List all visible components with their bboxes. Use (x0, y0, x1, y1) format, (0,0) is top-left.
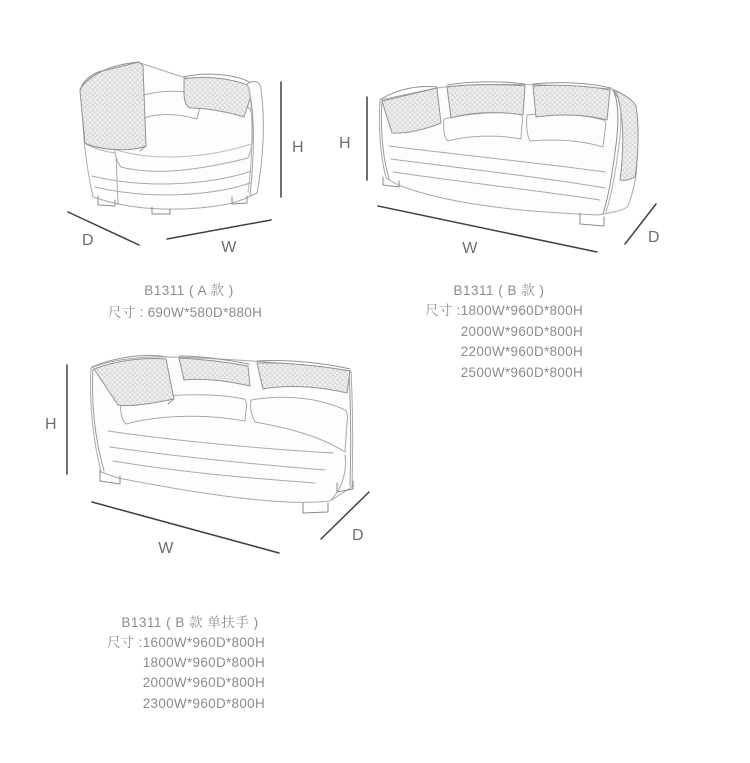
armchair-left-quilted-panel (80, 62, 146, 150)
sofa-quilted-panel-middle (447, 85, 525, 118)
sofa-width-label: W (462, 240, 478, 257)
product-b-size-value: 1800W*960D*800H (460, 303, 584, 318)
sofa-quilted-panel-left (382, 88, 441, 133)
armchair-drawing (80, 62, 263, 214)
product-b-title: B1311 ( B 款 ) (453, 283, 545, 298)
product-c-size-prefix: 尺寸 : (107, 635, 143, 650)
sofa-depth-label: D (647, 229, 661, 246)
product-a-title: B1311 ( A 款 ) (144, 283, 234, 298)
single-armrest-sofa-height-label: H (44, 416, 58, 433)
armchair-height-label: H (291, 139, 305, 156)
product-c-title: B1311 ( B 款 单扶手 ) (121, 615, 259, 630)
product-a-sizes (65, 301, 305, 321)
sofa-drawing (379, 82, 638, 226)
single-armrest-sofa-drawing (90, 355, 353, 513)
armchair-depth-label: D (81, 232, 95, 249)
product-b-size-value: 2200W*960D*800H (460, 344, 584, 360)
product-b-size-value: 2500W*960D*800H (460, 364, 584, 380)
product-a-size-value: 690W*580D*880H (147, 305, 263, 320)
armchair-width-label: W (221, 239, 237, 256)
armchair-width-dimension-line (167, 220, 271, 239)
product-b-size-value: 2000W*960D*800H (460, 323, 584, 339)
single-armrest-sofa-width-dimension-line (92, 502, 279, 553)
single-armrest-sofa-depth-label: D (351, 527, 365, 544)
sofa-quilted-panel-right (533, 85, 610, 120)
product-b-sizes (425, 301, 583, 383)
product-c-sizes (107, 633, 265, 714)
product-c-size-value: 2300W*960D*800H (142, 695, 266, 711)
product-c-size-value: 1800W*960D*800H (142, 655, 266, 671)
product-c-size-value: 2000W*960D*800H (142, 675, 266, 691)
product-a-size-prefix: 尺寸 : (107, 305, 148, 320)
sofa-height-label: H (338, 135, 352, 152)
single-armrest-sofa-width-label: W (158, 540, 174, 557)
product-c-size-value: 1600W*960D*800H (142, 635, 266, 650)
product-b-size-prefix: 尺寸 : (425, 303, 461, 318)
